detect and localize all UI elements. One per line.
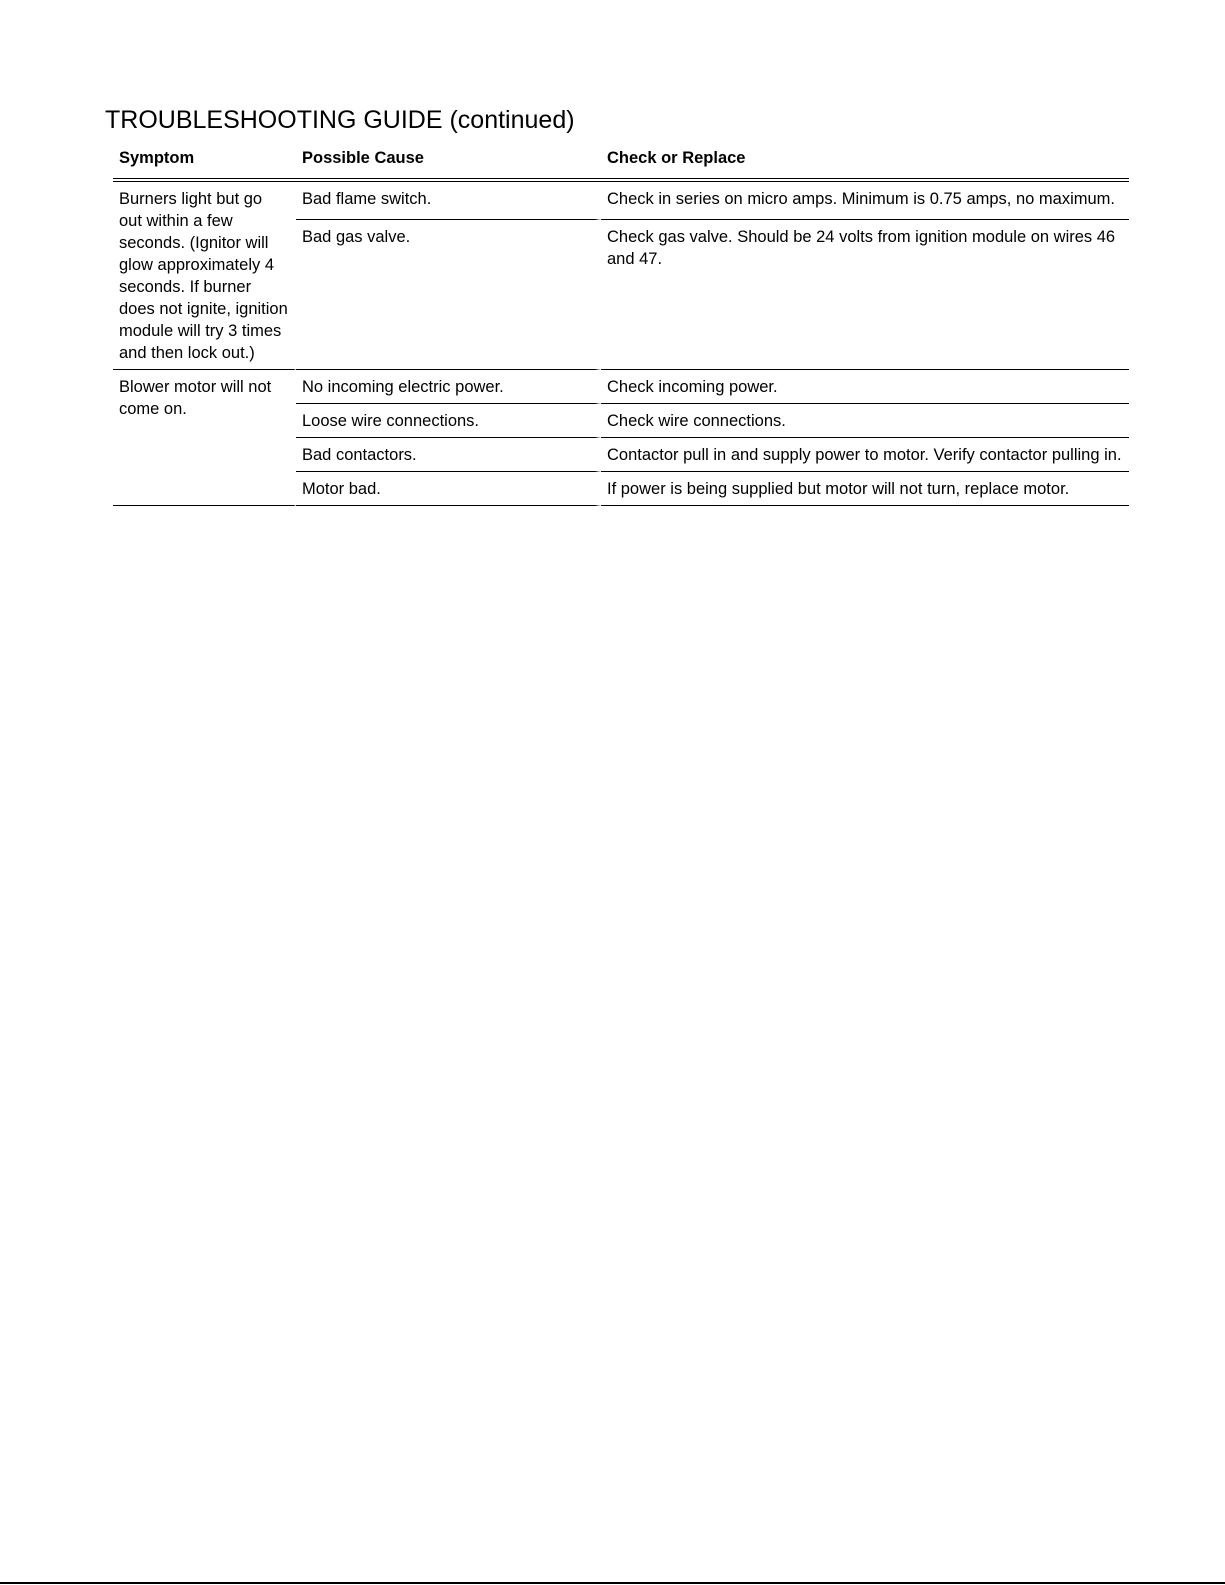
page-title: TROUBLESHOOTING GUIDE (continued) <box>105 105 575 134</box>
troubleshooting-table <box>113 140 1129 506</box>
symptom-cell: Blower motor will not come on. <box>113 370 296 506</box>
check-cell: Check in series on micro amps. Minimum is 0.75 amps, no maximum. <box>601 182 1129 220</box>
symptom-cell: Burners light but go out within a few seconds. (Ignitor will glow approximately 4 seconds. If burner does not ignite, ignition module will try 3 times and then lock out.) <box>113 182 296 370</box>
column-header-symptom: Symptom <box>113 140 296 182</box>
page-bottom-rule <box>0 1582 1225 1584</box>
cause-cell: Bad contactors. <box>296 438 601 472</box>
check-cell: Check incoming power. <box>601 370 1129 404</box>
check-cell: If power is being supplied but motor will not turn, replace motor. <box>601 472 1129 506</box>
column-header-possible-cause: Possible Cause <box>296 140 601 182</box>
column-header-check-or-replace: Check or Replace <box>601 140 1129 182</box>
table-header-row <box>113 140 1129 182</box>
cause-cell: No incoming electric power. <box>296 370 601 404</box>
cause-cell: Motor bad. <box>296 472 601 506</box>
cause-cell: Bad flame switch. <box>296 182 601 220</box>
table-row <box>113 182 1129 220</box>
check-cell: Check gas valve. Should be 24 volts from ignition module on wires 46 and 47. <box>601 220 1129 370</box>
table-row <box>113 370 1129 404</box>
check-cell: Contactor pull in and supply power to motor. Verify contactor pulling in. <box>601 438 1129 472</box>
cause-cell: Loose wire connections. <box>296 404 601 438</box>
cause-cell: Bad gas valve. <box>296 220 601 370</box>
check-cell: Check wire connections. <box>601 404 1129 438</box>
